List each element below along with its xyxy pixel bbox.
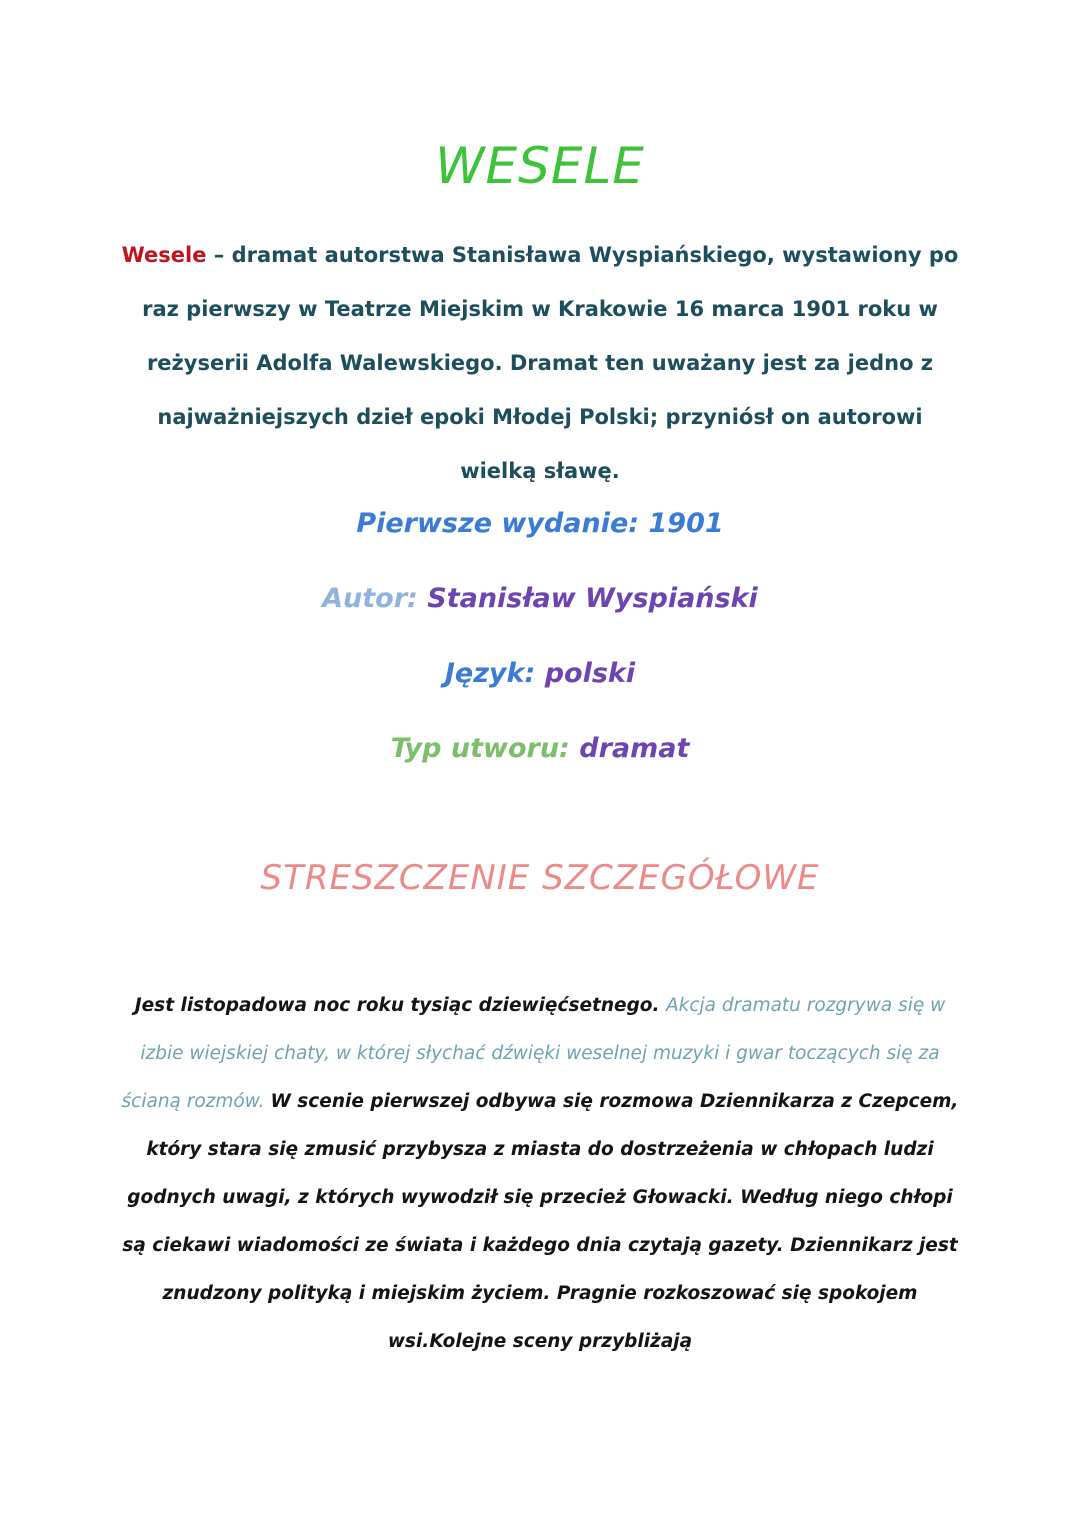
info-value-first-edition: 1901 xyxy=(648,508,724,539)
intro-paragraph xyxy=(120,228,960,498)
intro-highlight: Wesele xyxy=(121,243,207,267)
section-title: STRESZCZENIE SZCZEGÓŁOWE xyxy=(260,858,820,898)
info-language xyxy=(0,654,1080,694)
summary-part-3: W scenie pierwszej odbywa się rozmowa Dziennikarza z Czepcem, który stara się zmusić przybysza z miasta do dostrzeżenia w chłopach ludzi godnych uwagi, z których wywodził się przecież Głowacki. Według niego chłopi są ciekawi wiadomości ze świata i każdego dnia czytają gazety. Dziennikarz jest znudzony polityką i miejskim życiem. Pragnie rozkoszować się spokojem wsi.Kolejne sceny przybliżają xyxy=(122,1091,959,1352)
info-author xyxy=(0,579,1080,619)
summary-part-2: Akcja dramatu rozgrywa się w izbie wiejskiej chaty, w której słychać dźwięki weselnej muzyki i gwar toczących się za ścianą rozmów. xyxy=(121,995,946,1112)
info-value-work-type: dramat xyxy=(579,733,690,764)
info-work-type xyxy=(0,729,1080,769)
info-value-language: polski xyxy=(544,658,636,689)
document-title: WESELE xyxy=(435,137,645,195)
intro-text: – dramat autorstwa Stanisława Wyspiańskiego, wystawiony po raz pierwszy w Teatrze Miejskim w Krakowie 16 marca 1901 roku w reżyserii Adolfa Walewskiego. Dramat ten uważany jest za jedno z najważniejszych dzieł epoki Młodej Polski; przyniósł on autorowi wielką sławę. xyxy=(142,243,959,483)
info-label-author: Autor: xyxy=(322,583,418,614)
info-label-work-type: Typ utworu: xyxy=(390,733,570,764)
info-label-first-edition: Pierwsze wydanie: xyxy=(356,508,640,539)
summary-paragraph xyxy=(120,982,960,1366)
info-value-author: Stanisław Wyspiański xyxy=(427,583,758,614)
summary-part-1: Jest listopadowa noc roku tysiąc dziewięćsetnego. xyxy=(134,995,666,1016)
info-first-edition xyxy=(0,504,1080,544)
info-label-language: Język: xyxy=(444,658,536,689)
